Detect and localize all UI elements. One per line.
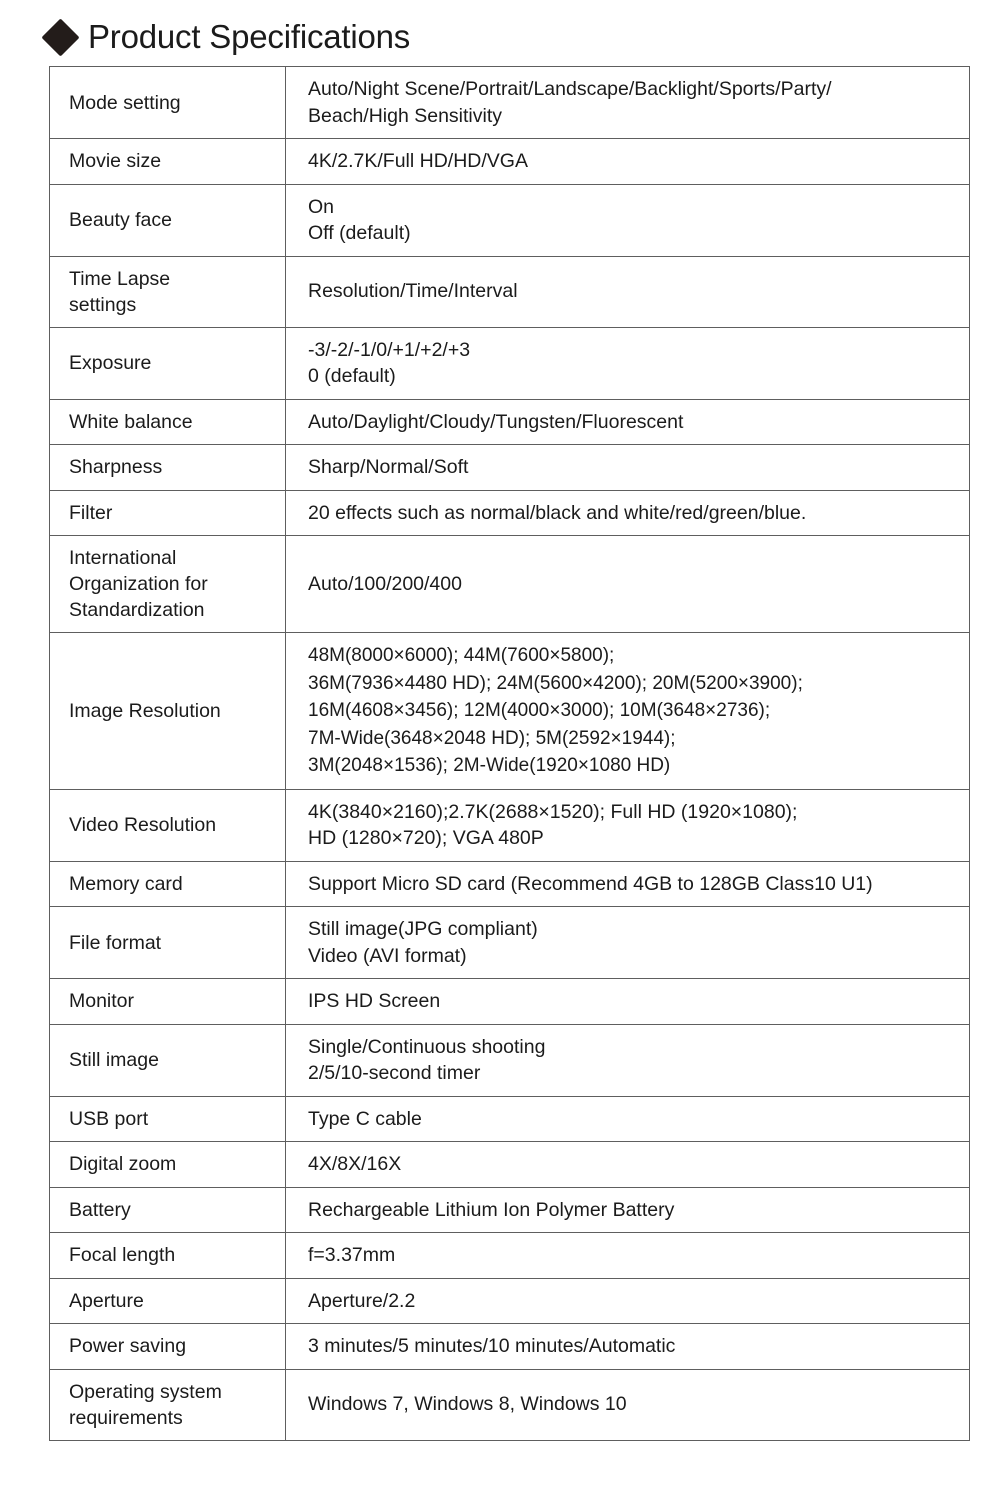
spec-label-cell xyxy=(50,139,286,185)
spec-value-cell xyxy=(286,1024,970,1096)
specifications-table-body xyxy=(50,67,970,1441)
spec-label-cell xyxy=(50,633,286,790)
spec-label-cell xyxy=(50,1187,286,1233)
spec-label-line: Sharpness xyxy=(69,456,163,479)
spec-label-line: File format xyxy=(69,931,162,954)
spec-label-line: Time Lapse xyxy=(69,267,171,290)
spec-value-line: 7M-Wide(3648×2048 HD); 5M(2592×1944); xyxy=(308,727,676,749)
spec-label-cell xyxy=(50,445,286,491)
spec-value-line: 4K/2.7K/Full HD/HD/VGA xyxy=(308,150,528,172)
spec-value-line: Auto/100/200/400 xyxy=(308,572,462,595)
table-row xyxy=(50,536,970,633)
spec-label-cell xyxy=(50,1024,286,1096)
spec-value-line: Resolution/Time/Interval xyxy=(308,280,518,303)
spec-label-cell xyxy=(50,256,286,327)
spec-value-line: 3 minutes/5 minutes/10 minutes/Automatic xyxy=(308,1335,676,1357)
table-row xyxy=(50,184,970,256)
spec-value-cell xyxy=(286,1187,970,1233)
spec-value-cell xyxy=(286,139,970,185)
specifications-table xyxy=(49,66,970,1441)
spec-value-cell xyxy=(286,256,970,327)
spec-value-line: Still image(JPG compliant) xyxy=(308,918,538,940)
spec-label-line: Mode setting xyxy=(69,91,181,114)
spec-value-cell xyxy=(286,1324,970,1370)
table-row xyxy=(50,399,970,445)
spec-value-cell xyxy=(286,536,970,633)
spec-label-cell xyxy=(50,789,286,861)
table-row xyxy=(50,1278,970,1324)
spec-label-line: Movie size xyxy=(69,150,162,173)
spec-value-cell xyxy=(286,861,970,907)
spec-label-line: requirements xyxy=(69,1406,183,1429)
spec-label-line: Battery xyxy=(69,1198,131,1221)
spec-label-cell xyxy=(50,536,286,633)
spec-value-line: f=3.37mm xyxy=(308,1244,396,1266)
spec-label-line: Filter xyxy=(69,501,113,524)
table-row xyxy=(50,139,970,185)
spec-value-line: Video (AVI format) xyxy=(308,944,467,967)
diamond-icon xyxy=(41,18,79,56)
spec-label-line: Memory card xyxy=(69,872,183,895)
spec-label-cell xyxy=(50,399,286,445)
table-row xyxy=(50,1233,970,1279)
spec-value-line: 48M(8000×6000); 44M(7600×5800); xyxy=(308,645,615,666)
table-row xyxy=(50,979,970,1025)
spec-label-cell xyxy=(50,490,286,536)
table-row xyxy=(50,789,970,861)
spec-label-line: Video Resolution xyxy=(69,814,217,836)
spec-label-line: International xyxy=(69,547,177,569)
spec-value-line: Rechargeable Lithium Ion Polymer Battery xyxy=(308,1198,675,1221)
table-row xyxy=(50,327,970,399)
spec-label-cell xyxy=(50,67,286,139)
spec-value-line: 0 (default) xyxy=(308,365,396,387)
spec-value-line: -3/-2/-1/0/+1/+2/+3 xyxy=(308,338,471,361)
table-row xyxy=(50,861,970,907)
table-row xyxy=(50,1096,970,1142)
spec-label-line: Operating system xyxy=(69,1380,222,1403)
table-row xyxy=(50,1142,970,1188)
spec-label-cell xyxy=(50,184,286,256)
table-row xyxy=(50,256,970,327)
spec-label-line: Beauty face xyxy=(69,209,172,231)
spec-label-line: Aperture xyxy=(69,1289,144,1312)
spec-value-line: 16M(4608×3456); 12M(4000×3000); 10M(3648×2736); xyxy=(308,700,771,721)
table-row xyxy=(50,67,970,139)
table-row xyxy=(50,1324,970,1370)
spec-label-cell xyxy=(50,1324,286,1370)
spec-label-cell xyxy=(50,327,286,399)
table-row xyxy=(50,1024,970,1096)
table-row xyxy=(50,445,970,491)
spec-label-line: USB port xyxy=(69,1107,149,1130)
spec-label-line: Standardization xyxy=(69,599,205,621)
spec-value-cell xyxy=(286,907,970,979)
spec-label-line: White balance xyxy=(69,410,193,433)
table-row xyxy=(50,1187,970,1233)
spec-value-cell xyxy=(286,490,970,536)
spec-label-line: Organization for xyxy=(69,573,208,595)
spec-value-cell xyxy=(286,979,970,1025)
spec-value-line: Sharp/Normal/Soft xyxy=(308,456,469,478)
spec-value-line: HD (1280×720); VGA 480P xyxy=(308,827,544,849)
spec-label-cell xyxy=(50,861,286,907)
spec-value-line: Auto/Night Scene/Portrait/Landscape/Backlight/Sports/Party/ xyxy=(308,78,832,100)
spec-value-cell xyxy=(286,399,970,445)
spec-label-line: Power saving xyxy=(69,1335,187,1358)
table-row xyxy=(50,490,970,536)
spec-label-cell xyxy=(50,1278,286,1324)
spec-label-cell xyxy=(50,1142,286,1188)
spec-value-line: 4K(3840×2160);2.7K(2688×1520); Full HD (1920×1080); xyxy=(308,800,798,823)
spec-label-cell xyxy=(50,907,286,979)
spec-value-line: On xyxy=(308,195,335,218)
spec-value-cell xyxy=(286,1278,970,1324)
spec-value-line: Auto/Daylight/Cloudy/Tungsten/Fluorescent xyxy=(308,410,684,433)
spec-value-line: 2/5/10-second timer xyxy=(308,1062,481,1084)
spec-value-cell xyxy=(286,633,970,790)
spec-value-line: 36M(7936×4480 HD); 24M(5600×4200); 20M(5200×3900); xyxy=(308,672,803,694)
spec-value-cell xyxy=(286,67,970,139)
spec-value-line: Support Micro SD card (Recommend 4GB to 128GB Class10 U1) xyxy=(308,872,873,895)
spec-value-cell xyxy=(286,1142,970,1188)
spec-value-line: 4X/8X/16X xyxy=(308,1153,402,1175)
page-heading xyxy=(47,14,410,60)
spec-value-line: IPS HD Screen xyxy=(308,990,441,1012)
spec-label-cell xyxy=(50,1369,286,1440)
spec-value-line: Off (default) xyxy=(308,222,411,244)
spec-value-line: 20 effects such as normal/black and white/red/green/blue. xyxy=(308,501,807,524)
spec-label-cell xyxy=(50,1096,286,1142)
spec-value-cell xyxy=(286,184,970,256)
table-row xyxy=(50,633,970,790)
spec-value-line: Windows 7, Windows 8, Windows 10 xyxy=(308,1393,627,1416)
page-title: Product Specifications xyxy=(88,18,411,55)
spec-label-line: Focal length xyxy=(69,1244,176,1267)
spec-value-cell xyxy=(286,327,970,399)
spec-label-cell xyxy=(50,979,286,1025)
table-row xyxy=(50,1369,970,1440)
spec-label-cell xyxy=(50,1233,286,1279)
spec-value-cell xyxy=(286,789,970,861)
spec-value-cell xyxy=(286,1369,970,1440)
spec-value-cell xyxy=(286,1233,970,1279)
spec-label-line: Image Resolution xyxy=(69,699,221,722)
spec-value-line: Beach/High Sensitivity xyxy=(308,104,503,127)
spec-label-line: settings xyxy=(69,293,137,316)
spec-value-line: Single/Continuous shooting xyxy=(308,1035,546,1058)
spec-value-line: Type C cable xyxy=(308,1107,422,1130)
spec-label-line: Still image xyxy=(69,1049,159,1071)
spec-label-line: Exposure xyxy=(69,352,152,374)
spec-value-line: Aperture/2.2 xyxy=(308,1289,416,1312)
spec-label-line: Monitor xyxy=(69,990,135,1013)
spec-value-cell xyxy=(286,1096,970,1142)
spec-value-cell xyxy=(286,445,970,491)
table-row xyxy=(50,907,970,979)
spec-label-line: Digital zoom xyxy=(69,1153,177,1176)
spec-value-line: 3M(2048×1536); 2M-Wide(1920×1080 HD) xyxy=(308,755,671,776)
